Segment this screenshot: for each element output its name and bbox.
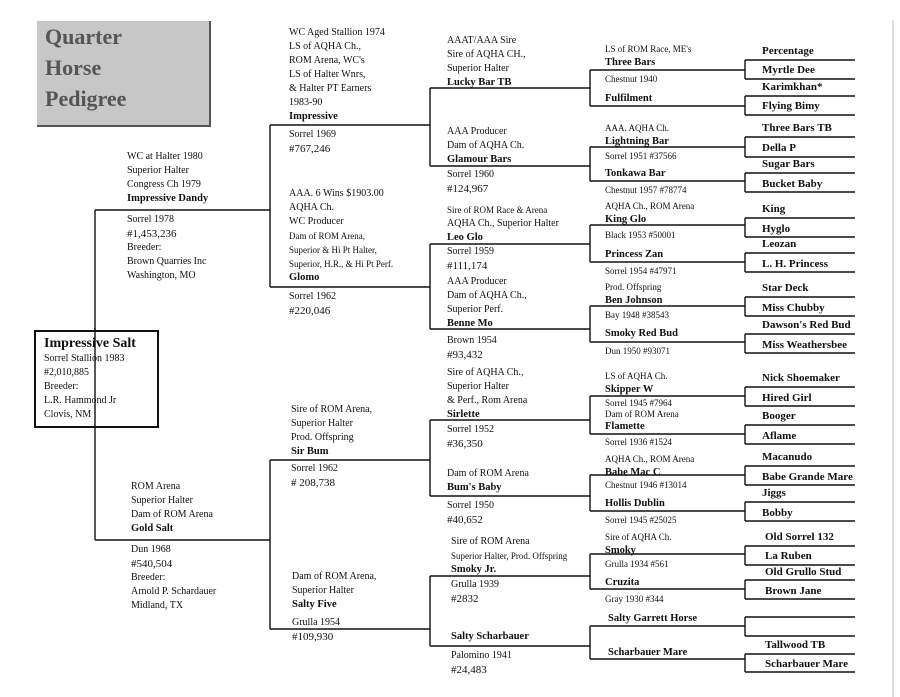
note: Sire of ROM Race & Arena: [447, 205, 548, 215]
detail: #109,930: [292, 631, 334, 643]
horse-name: Cruzita: [605, 577, 640, 588]
sire-notes: [127, 150, 208, 206]
gen5-name: Leozan: [762, 238, 797, 250]
gen4-entry: [605, 248, 663, 262]
gen3-entry: [447, 467, 529, 495]
note: WC Aged Stallion 1974: [289, 27, 385, 38]
detail: Chestnut 1946 #13014: [605, 480, 687, 490]
gen5-name: Babe Grande Mare: [762, 471, 853, 483]
horse-name: Glomo: [289, 272, 320, 283]
note: Dam of AQHA Ch.,: [447, 290, 527, 301]
subject-name: Impressive Salt: [44, 336, 136, 351]
gen2-details: [289, 290, 336, 318]
gen3-details: [447, 423, 494, 451]
gen5-name: Macanudo: [762, 451, 813, 463]
gen3-entry: [447, 366, 527, 422]
note: Superior Halter: [131, 495, 193, 506]
gen4-entry: [605, 121, 669, 149]
gen2-entry: [291, 403, 372, 459]
gen5-name: Three Bars TB: [762, 122, 832, 134]
gen5-name: Sugar Bars: [762, 158, 815, 170]
gen4-details: [605, 344, 670, 358]
detail: Chestnut 1940: [605, 74, 658, 84]
gen5-name: King: [762, 203, 786, 215]
gen3-entry: [447, 275, 527, 331]
detail: Sorrel 1978: [127, 214, 174, 225]
note: AAAT/AAA Sire: [447, 35, 517, 46]
horse-name: Babe Mac C: [605, 467, 661, 478]
gen2-details: [291, 462, 338, 490]
horse-name: Bum's Baby: [447, 482, 502, 493]
detail: Sorrel 1936 #1524: [605, 437, 672, 447]
detail: Sorrel 1962: [289, 291, 336, 302]
note: AAA. 6 Wins $1903.00: [289, 188, 384, 199]
gen2-entry: [289, 26, 385, 124]
detail: Sorrel 1945 #7964: [605, 398, 672, 408]
horse-name: Sirlette: [447, 409, 480, 420]
detail: #93,432: [447, 349, 483, 361]
note: AQHA Ch., ROM Arena: [605, 201, 695, 211]
gen2-entry: [292, 570, 376, 612]
note: Dam of ROM Arena,: [292, 571, 377, 582]
gen5-name: Hired Girl: [762, 392, 812, 404]
detail: Gray 1930 #344: [605, 594, 664, 604]
gen4-entry: [605, 167, 666, 181]
gen4-details: [605, 513, 677, 527]
note: Superior & Hi Pt Halter,: [289, 245, 377, 255]
detail: Sorrel 1969: [289, 129, 336, 140]
note: LS of AQHA Ch.: [605, 371, 668, 381]
note: Superior, H.R., & Hi Pt Perf.: [289, 259, 394, 269]
gen5-name: Miss Weathersbee: [762, 339, 848, 351]
detail: Dam of ROM Arena: [605, 409, 679, 419]
gen5-name: Aflame: [762, 430, 797, 442]
gen5-name: Booger: [762, 410, 796, 422]
gen4-details: [605, 72, 657, 86]
subject-line: Breeder:: [44, 381, 79, 392]
detail: Grulla 1954: [292, 617, 341, 628]
note: WC Producer: [289, 216, 344, 227]
note: AAA. AQHA Ch.: [605, 123, 670, 133]
note: Dam of ROM Arena,: [289, 231, 365, 241]
horse-name: Salty Garrett Horse: [608, 613, 698, 624]
detail: Breeder:: [127, 242, 162, 253]
horse-name: Ben Johnson: [605, 295, 663, 306]
gen5-name: Old Grullo Stud: [765, 566, 842, 578]
detail: #2832: [451, 593, 479, 605]
horse-name: Salty Five: [292, 599, 337, 610]
note: Sire of ROM Arena: [451, 536, 530, 547]
horse-name: Princess Zan: [605, 249, 664, 260]
gen5-name: Old Sorrel 132: [765, 531, 834, 543]
gen5-name: Hyglo: [762, 223, 791, 235]
gen3-entry: [451, 630, 529, 644]
horse-name: Smoky Jr.: [451, 564, 497, 575]
gen4-entry: [608, 612, 697, 626]
note: Superior Halter: [447, 381, 509, 392]
note: Dam of AQHA Ch.: [447, 140, 525, 151]
gen2-details: [292, 616, 340, 644]
horse-name: Smoky Red Bud: [605, 328, 678, 339]
gen5-name: Percentage: [762, 45, 814, 57]
subject-horse: [34, 330, 159, 428]
gen4-entry: [605, 420, 645, 434]
note: Sire of AQHA Ch.: [605, 532, 672, 542]
detail: Sorrel 1954 #47971: [605, 266, 677, 276]
gen4-details: [605, 435, 672, 449]
note: Superior Halter: [291, 418, 353, 429]
horse-name: Smoky: [605, 545, 636, 556]
note: 1983-90: [289, 97, 323, 108]
detail: #767,246: [289, 143, 331, 155]
detail: Sorrel 1950: [447, 500, 494, 511]
note: LS of Halter Wnrs,: [289, 69, 366, 80]
gen4-entry: [605, 452, 694, 480]
gen4-entry: [605, 280, 662, 308]
detail: Brown 1954: [447, 335, 497, 346]
note: Dam of ROM Arena: [447, 468, 529, 479]
horse-name: Leo Glo: [447, 232, 483, 243]
title-box: [37, 21, 211, 127]
gen3-entry: [451, 535, 567, 577]
note: Dam of ROM Arena: [131, 509, 213, 520]
gen4-entry: [605, 530, 672, 558]
note: Superior Halter, Prod. Offspring: [451, 551, 568, 561]
detail: #124,967: [447, 183, 489, 195]
detail: Brown Quarries Inc: [127, 256, 207, 267]
sire-details: [127, 213, 206, 283]
note: AQHA Ch.: [289, 202, 335, 213]
subject-line: Sorrel Stallion 1983: [44, 353, 125, 364]
gen5-name: Brown Jane: [765, 585, 822, 597]
detail: Sorrel 1951 #37566: [605, 151, 677, 161]
gen4-entry: [608, 646, 687, 660]
dam-details: [131, 543, 216, 613]
note: Superior Halter: [127, 165, 189, 176]
note: ROM Arena: [131, 481, 181, 492]
note: Congress Ch 1979: [127, 179, 201, 190]
gen4-details: [605, 398, 679, 420]
horse-name: Lightning Bar: [605, 136, 669, 147]
gen5-name: Miss Chubby: [762, 302, 825, 314]
horse-name: Skipper W: [605, 384, 654, 395]
note: Prod. Offspring: [605, 282, 662, 292]
gen4-details: [605, 478, 687, 492]
note: ROM Arena, WC's: [289, 55, 365, 66]
gen5-name: Scharbauer Mare: [765, 658, 848, 670]
note: WC at Halter 1980: [127, 151, 203, 162]
subject-line: Clovis, NM: [44, 409, 92, 420]
gen4-entry: [605, 327, 678, 341]
gen5-name: Flying Bimy: [762, 100, 820, 112]
gen3-entry: [447, 125, 524, 167]
note: AQHA Ch., ROM Arena: [605, 454, 695, 464]
note: Sire of AQHA CH.,: [447, 49, 526, 60]
gen5-name: Dawson's Red Bud: [762, 319, 851, 331]
horse-name: Lucky Bar TB: [447, 77, 512, 88]
title-line: Horse: [45, 55, 102, 80]
note: Sire of AQHA Ch.,: [447, 367, 524, 378]
gen4-entry: [605, 576, 639, 590]
horse-name: Benne Mo: [447, 318, 493, 329]
detail: #24,483: [451, 664, 487, 676]
note: Superior Perf.: [447, 304, 504, 315]
gen5-name: Myrtle Dee: [762, 64, 815, 76]
gen2-entry: [289, 187, 393, 285]
note: & Perf., Rom Arena: [447, 395, 528, 406]
gen3-entry: [447, 203, 559, 245]
detail: Sorrel 1959: [447, 246, 494, 257]
title-line: Pedigree: [45, 86, 127, 111]
gen4-entry: [605, 369, 668, 397]
detail: # 208,738: [291, 477, 335, 489]
horse-name: Sir Bum: [291, 446, 329, 457]
horse-name: King Glo: [605, 214, 647, 225]
gen4-entry: [605, 199, 694, 227]
gen4-entry: [605, 497, 665, 511]
note: LS of ROM Race, ME's: [605, 44, 692, 54]
detail: Chestnut 1957 #78774: [605, 185, 687, 195]
gen3-details: [451, 649, 512, 677]
gen3-details: [447, 245, 494, 273]
detail: #1,453,236: [127, 228, 177, 240]
detail: Grulla 1939: [451, 579, 500, 590]
detail: Sorrel 1945 #25025: [605, 515, 677, 525]
horse-name: Glamour Bars: [447, 154, 512, 165]
detail: Dun 1950 #93071: [605, 346, 670, 356]
gen5-name: Bobby: [762, 507, 793, 519]
horse-name: Hollis Dublin: [605, 498, 665, 509]
detail: #540,504: [131, 558, 173, 570]
gen5-name: L. H. Princess: [762, 258, 828, 270]
note: & Halter PT Earners: [289, 83, 372, 94]
gen4-entry: [605, 92, 652, 106]
gen3-entry: [447, 34, 526, 90]
gen5-name: La Ruben: [765, 550, 812, 562]
horse-name: Fulfilment: [605, 93, 653, 104]
note: AAA Producer: [447, 126, 507, 137]
detail: Grulla 1934 #561: [605, 559, 669, 569]
detail: Black 1953 #50001: [605, 230, 676, 240]
detail: Sorrel 1952: [447, 424, 494, 435]
gen4-details: [605, 149, 677, 163]
horse-name: Three Bars: [605, 57, 656, 68]
gen4-details: [605, 228, 676, 242]
horse-name: Impressive: [289, 111, 338, 122]
gen2-details: [289, 128, 336, 156]
note: AQHA Ch., Superior Halter: [447, 218, 559, 229]
gen4-details: [605, 592, 664, 606]
detail: Midland, TX: [131, 600, 184, 611]
gen5-name: Della P: [762, 142, 796, 154]
horse-name: Tonkawa Bar: [605, 168, 666, 179]
gen4-entry: [605, 42, 691, 70]
detail: Arnold P. Schardauer: [131, 586, 217, 597]
gen5-name: Star Deck: [762, 282, 809, 294]
gen3-details: [451, 578, 499, 606]
detail: Sorrel 1960: [447, 169, 494, 180]
detail: #111,174: [447, 260, 488, 272]
note: Sire of ROM Arena,: [291, 404, 373, 415]
subject-line: #2,010,885: [44, 367, 89, 378]
title-line: Quarter: [45, 24, 122, 49]
gen5-name: Karimkhan*: [762, 81, 823, 93]
gen5-name: Tallwood TB: [765, 639, 826, 651]
gen5-name: Bucket Baby: [762, 178, 823, 190]
gen4-details: [605, 557, 669, 571]
detail: Washington, MO: [127, 270, 196, 281]
sire-name: Impressive Dandy: [127, 193, 209, 204]
gen4-details: [605, 264, 677, 278]
detail: Palomino 1941: [451, 650, 512, 661]
gen3-details: [447, 168, 494, 196]
dam-notes: [131, 480, 213, 536]
horse-name: Flamette: [605, 421, 645, 432]
detail: #40,652: [447, 514, 483, 526]
note: Superior Halter: [292, 585, 354, 596]
gen4-details: [605, 183, 687, 197]
note: AAA Producer: [447, 276, 507, 287]
subject-line: L.R. Hammond Jr: [44, 395, 117, 406]
horse-name: Scharbauer Mare: [608, 647, 688, 658]
detail: #220,046: [289, 305, 331, 317]
detail: Sorrel 1962: [291, 463, 338, 474]
detail: Bay 1948 #38543: [605, 310, 669, 320]
detail: Dun 1968: [131, 544, 171, 555]
gen5-name: Nick Shoemaker: [762, 372, 840, 384]
note: LS of AQHA Ch.,: [289, 41, 361, 52]
horse-name: Salty Scharbauer: [451, 631, 529, 642]
note: Prod. Offspring: [291, 432, 354, 443]
note: Superior Halter: [447, 63, 509, 74]
gen5-name: Jiggs: [762, 487, 786, 499]
gen4-details: [605, 308, 669, 322]
dam-name: Gold Salt: [131, 523, 174, 534]
gen3-details: [447, 334, 497, 362]
detail: Breeder:: [131, 572, 166, 583]
detail: #36,350: [447, 438, 483, 450]
gen3-details: [447, 499, 494, 527]
